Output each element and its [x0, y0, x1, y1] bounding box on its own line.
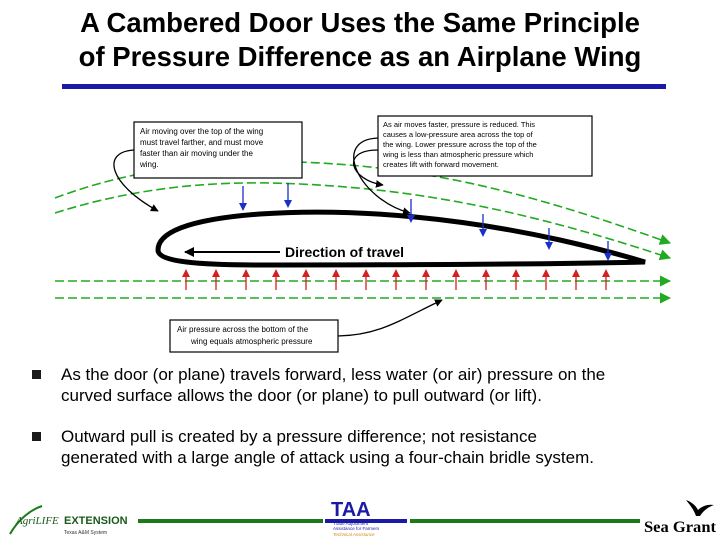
- bullet-text-line-2: curved surface allows the door (or plane) to pull outward (or lift).: [61, 386, 542, 405]
- bullet-item: [32, 426, 702, 468]
- footer-line-right: [410, 519, 640, 523]
- leader-bottom: [338, 300, 442, 336]
- red-arrow: [272, 269, 280, 290]
- callout-top-left: [134, 122, 302, 178]
- title-line-1: A Cambered Door Uses the Same Principle: [80, 7, 640, 38]
- taa-logo: [325, 497, 415, 539]
- callout-tl-line-1: Air moving over the top of the wing: [140, 127, 264, 136]
- callout-bottom: [170, 320, 338, 352]
- callout-tl-line-4: wing.: [140, 160, 159, 169]
- callout-tl-line-2: must travel farther, and must move: [140, 138, 264, 147]
- blue-arrow: [284, 183, 292, 208]
- callout-top-right: [378, 116, 592, 176]
- agrilife-extension-logo: [8, 500, 136, 538]
- red-arrow: [512, 269, 520, 290]
- bullet-square-icon: [32, 432, 41, 441]
- callout-b-line-1: Air pressure across the bottom of the: [177, 325, 309, 334]
- bullet-text-line-1: Outward pull is created by a pressure difference; not resistance: [61, 427, 537, 446]
- callout-tr-line-1: As air moves faster, pressure is reduced. This: [383, 120, 536, 129]
- extension-logo-text: EXTENSION: [64, 515, 128, 527]
- red-arrow: [542, 269, 550, 290]
- red-arrow: [362, 269, 370, 290]
- agrilife-logo-text: AgriLIFE: [16, 515, 59, 527]
- bullet-list: [32, 364, 702, 488]
- bullet-square-icon: [32, 370, 41, 379]
- bird-icon: [686, 500, 714, 516]
- taa-logo-sub-1: Trade Adjustment: [333, 521, 369, 526]
- bullet-text-line-1: As the door (or plane) travels forward, less water (or air) pressure on the: [61, 365, 606, 384]
- red-arrow: [212, 269, 220, 290]
- taa-logo-sub-3: Technical Assistance: [333, 532, 375, 537]
- callout-b-line-2: wing equals atmospheric pressure: [191, 337, 313, 346]
- red-arrow: [482, 269, 490, 290]
- red-arrow: [242, 269, 250, 290]
- callout-tl-line-3: faster than air moving under the: [140, 149, 253, 158]
- callout-tr-line-5: creates lift with forward movement.: [383, 160, 499, 169]
- bullet-text-line-2: generated with a large angle of attack using a four-chain bridle system.: [61, 448, 594, 467]
- direction-label: Direction of travel: [285, 244, 405, 260]
- red-arrow: [332, 269, 340, 290]
- red-arrow: [452, 269, 460, 290]
- sea-grant-text: Sea Grant: [644, 519, 717, 536]
- svg-text:Trade Adjustment Assistanc: [333, 521, 380, 531]
- red-arrow: [602, 269, 610, 290]
- callout-tr-line-2: causes a low-pressure area across the top of: [383, 130, 533, 139]
- title-line-2: of Pressure Difference as an Airplane Wing: [78, 41, 642, 72]
- atmospheric-pressure-arrows: [182, 269, 610, 290]
- taa-logo-text: TAA: [331, 499, 371, 521]
- red-arrow: [182, 269, 190, 290]
- bullet-item: [32, 364, 702, 406]
- red-arrow: [302, 269, 310, 290]
- blue-arrow: [239, 186, 247, 211]
- taa-logo-sub-2: Assistance for Farmers: [333, 526, 380, 531]
- red-arrow: [422, 269, 430, 290]
- red-arrow: [572, 269, 580, 290]
- sea-grant-logo: [642, 496, 718, 538]
- agrilife-logo-sub: Texas A&M System: [64, 530, 108, 536]
- callout-tr-line-4: wing is less than atmospheric pressure which: [383, 150, 534, 159]
- footer-line-left: [138, 519, 323, 523]
- callout-tr-line-3: the wing. Lower pressure across the top of the: [383, 140, 537, 149]
- red-arrow: [392, 269, 400, 290]
